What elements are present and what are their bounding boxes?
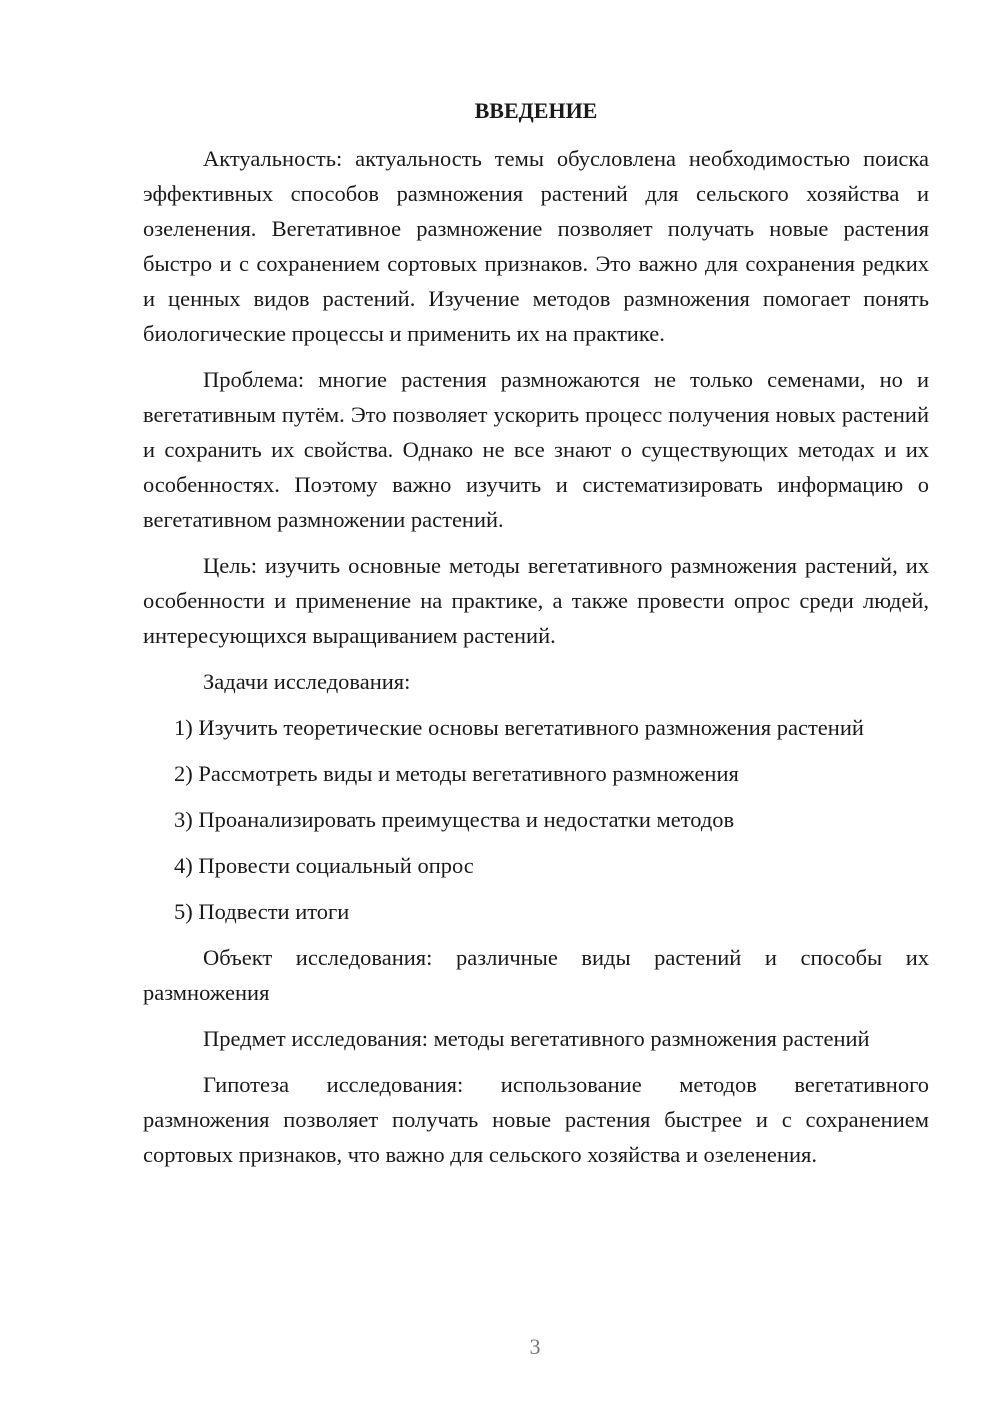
task-item-5: 5) Подвести итоги bbox=[174, 899, 350, 924]
paragraph-tasks-heading: Задачи исследования: bbox=[203, 669, 411, 694]
document-body bbox=[143, 141, 929, 1183]
task-item-2: 2) Рассмотреть виды и методы вегетативного размножения bbox=[174, 761, 739, 786]
task-item-3: 3) Проанализировать преимущества и недостатки методов bbox=[174, 807, 735, 832]
page-number: 3 bbox=[529, 1334, 541, 1359]
page-title: ВВЕДЕНИЕ bbox=[474, 98, 598, 123]
task-item-4: 4) Провести социальный опрос bbox=[174, 853, 474, 878]
paragraph-problem: Проблема: многие растения размножаются не только семенами, но и вегетативным путём. Это позволяет ускорить процесс получения новых растений и сохранить их свойства. Однако не все знают о существующих методах и их особенностях. Поэтому важно изучить и систематизировать информацию о вегетативном размножении растений. bbox=[143, 367, 929, 532]
paragraph-subject: Предмет исследования: методы вегетативного размножения растений bbox=[203, 1026, 870, 1051]
task-item-1: 1) Изучить теоретические основы вегетативного размножения растений bbox=[174, 715, 864, 740]
paragraph-goal: Цель: изучить основные методы вегетативного размножения растений, их особенности и применение на практике, а также провести опрос среди людей, интересующихся выращиванием растений. bbox=[143, 553, 929, 648]
paragraph-hypothesis: Гипотеза исследования: использование методов вегетативного размножения позволяет получать новые растения быстрее и с сохранением сортовых признаков, что важно для сельского хозяйства и озеленения. bbox=[143, 1072, 929, 1167]
paragraph-object: Объект исследования: различные виды растений и способы их размножения bbox=[143, 945, 929, 1005]
paragraph-relevance: Актуальность: актуальность темы обусловлена необходимостью поиска эффективных способов размножения растений для сельского хозяйства и озеленения. Вегетативное размножение позволяет получать новые растения быстро и с сохранением сортовых признаков. Это важно для сохранения редких и ценных видов растений. Изучение методов размножения помогает понять биологические процессы и применить их на практике. bbox=[143, 146, 929, 346]
